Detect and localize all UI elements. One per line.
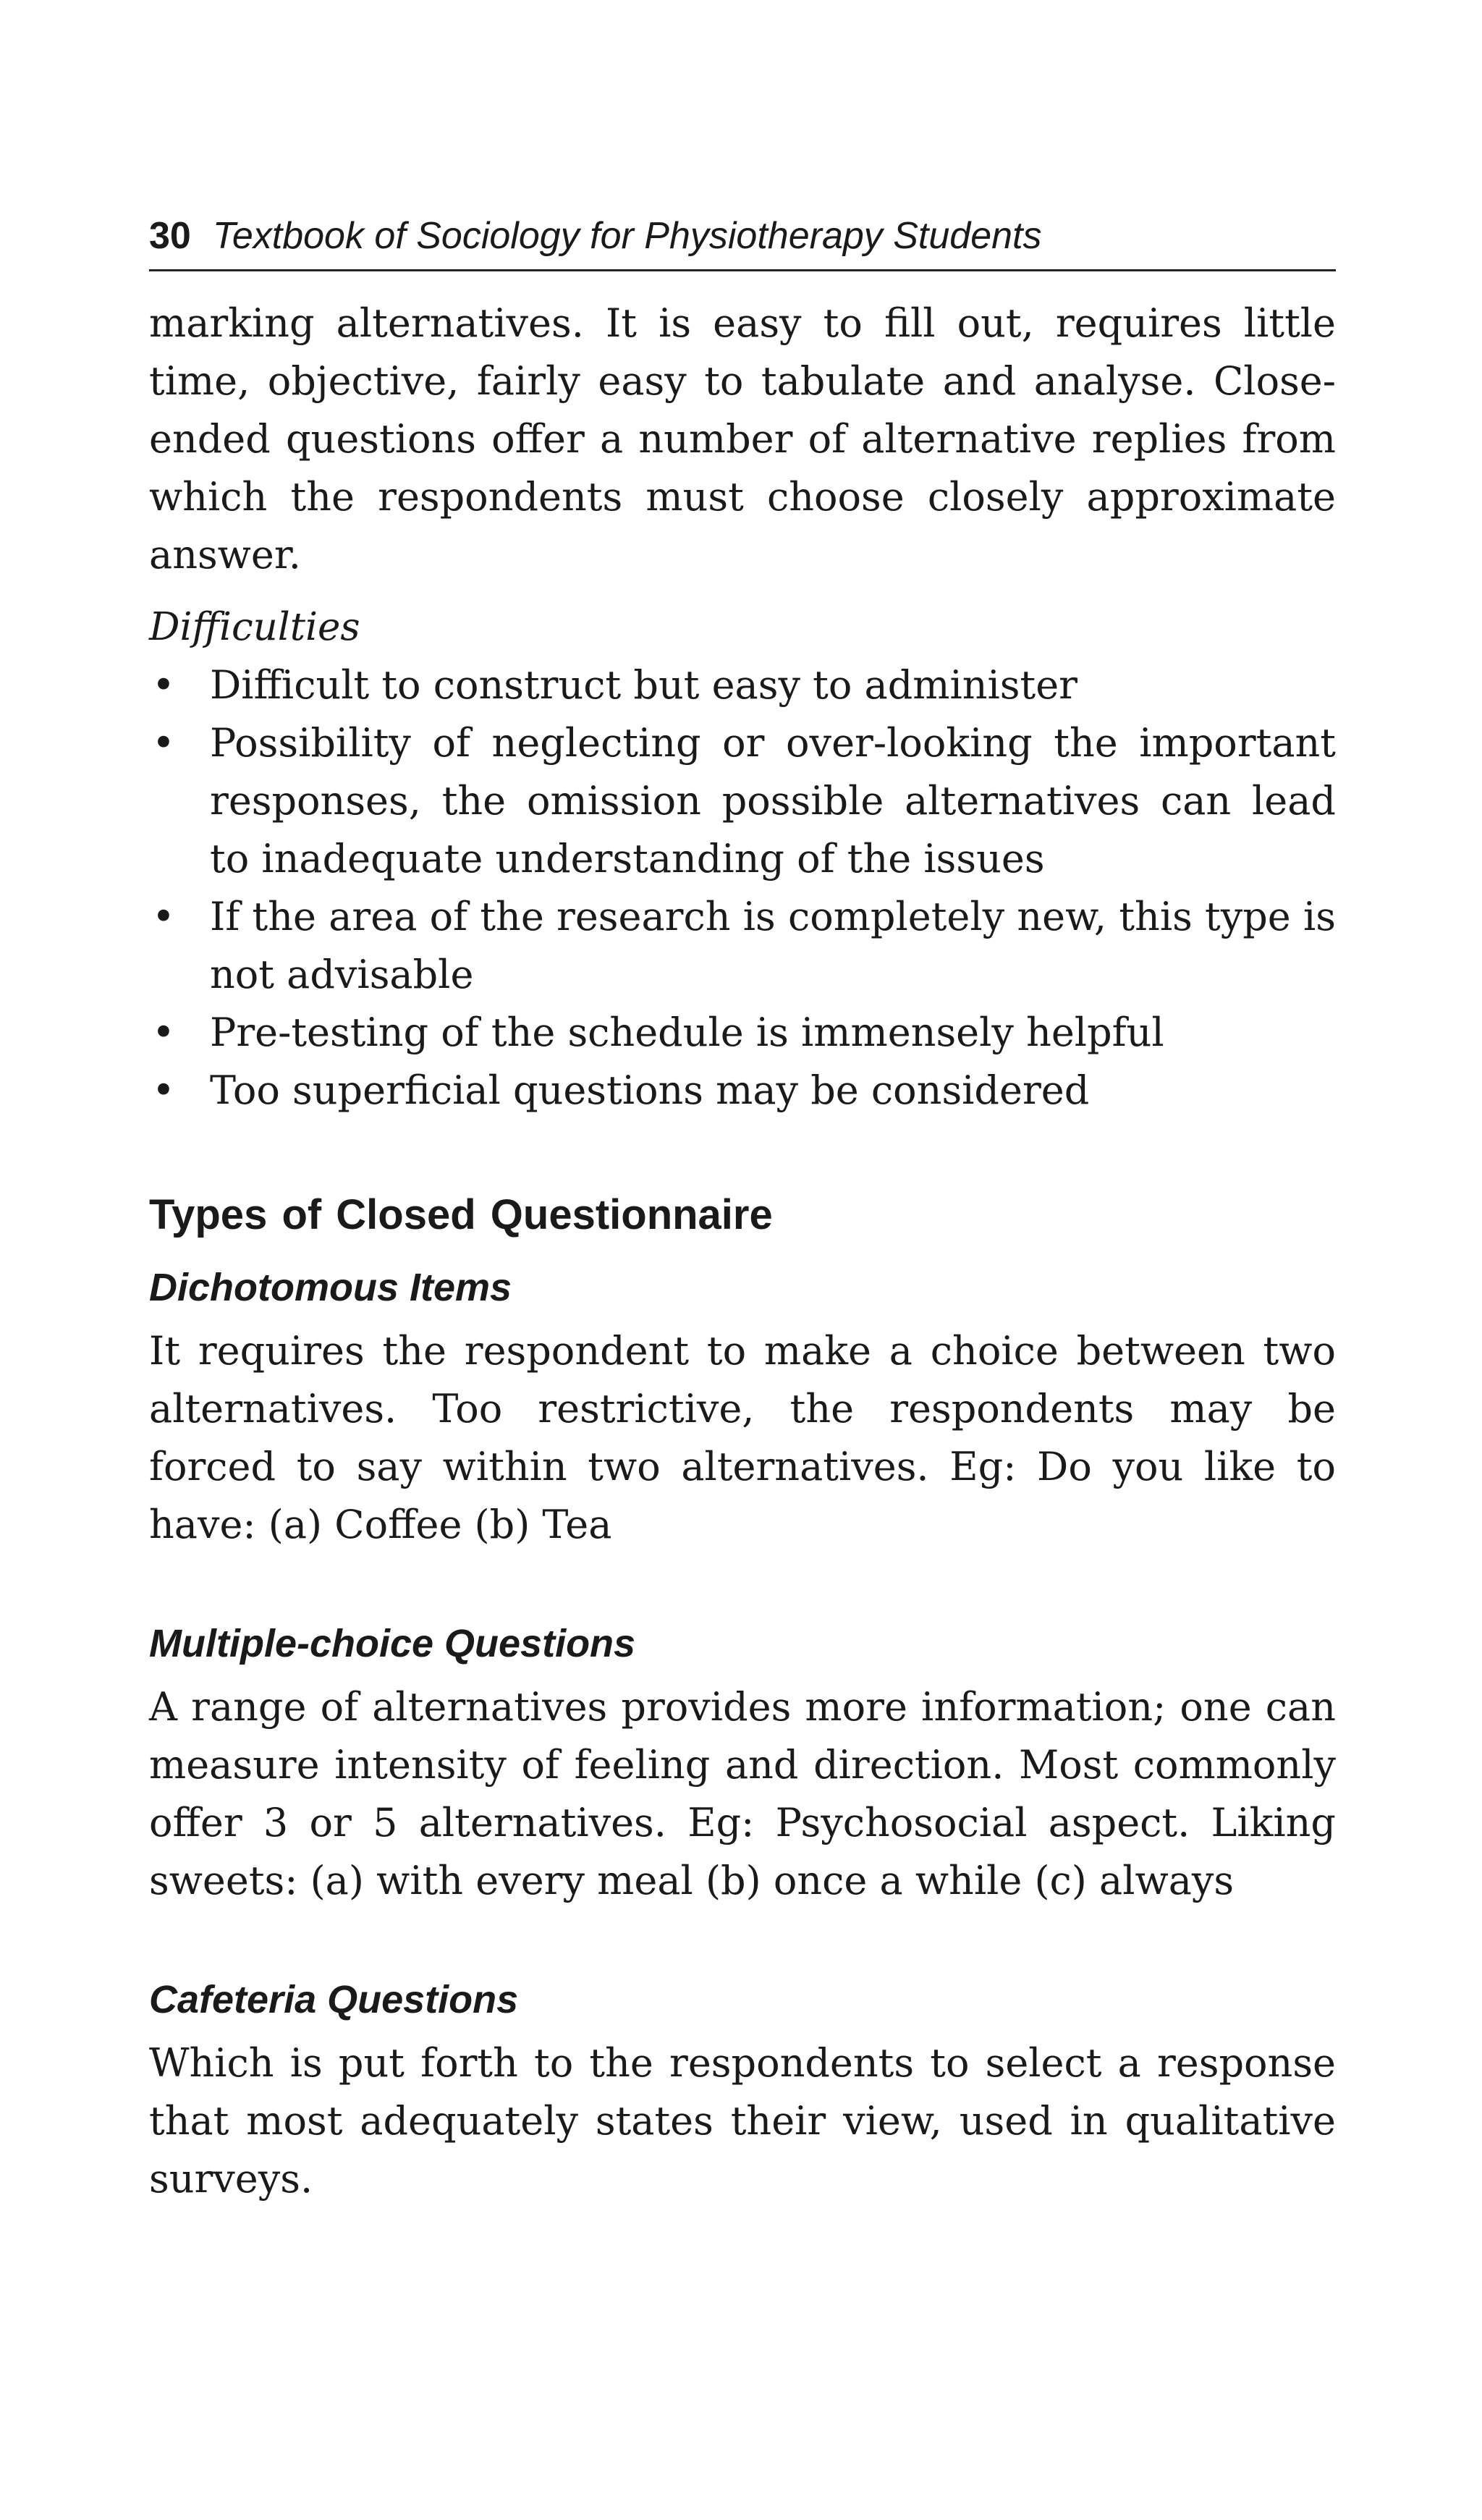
running-header [149, 210, 1336, 271]
list-item [149, 714, 1336, 888]
list-item-text: Possibility of neglecting or over-looking the important responses, the omission possible alternatives can lead to inadequate understanding of the issues [210, 720, 1336, 881]
list-item [149, 1062, 1336, 1120]
list-item-text: Difficult to construct but easy to administer [210, 662, 1077, 708]
difficulties-heading: Difficulties [149, 605, 360, 649]
subsection-text-dichotomous: It requires the respondent to make a choice between two alternatives. Too restrictive, the respondents may be forced to say within two alternatives. Eg: Do you like to have: (a) Coffee (b) Tea [149, 1328, 1336, 1547]
list-item [149, 888, 1336, 1004]
intro-paragraph: marking alternatives. It is easy to fill out, requires little time, objective, fairly easy to tabulate and analyse. Close-ended questions offer a number of alternative replies from which the respondents must choose closely approximate answer. [149, 300, 1336, 578]
bullet-icon: • [152, 894, 175, 939]
page-number: 30 [149, 215, 191, 257]
list-item [149, 1004, 1336, 1062]
subsection-title-multiple-choice: Multiple-choice Questions [149, 1622, 636, 1665]
section-heading: Types of Closed Questionnaire [149, 1191, 773, 1238]
bullet-icon: • [152, 720, 175, 766]
list-item-text: If the area of the research is completely new, this type is not advisable [210, 894, 1336, 997]
bullet-icon: • [152, 662, 175, 708]
bullet-icon: • [152, 1067, 175, 1113]
book-page [149, 210, 1336, 2208]
subsection-text-cafeteria: Which is put forth to the respondents to select a response that most adequately states their view, used in qualitative surveys. [149, 2040, 1336, 2202]
list-item [149, 656, 1336, 714]
list-item-text: Too superficial questions may be considered [210, 1067, 1090, 1113]
list-item-text: Pre-testing of the schedule is immensely helpful [210, 1010, 1164, 1055]
difficulties-list [149, 656, 1336, 1120]
subsection-title-cafeteria: Cafeteria Questions [149, 1978, 519, 2021]
subsection-text-multiple-choice: A range of alternatives provides more information; one can measure intensity of feeling and direction. Most commonly offer 3 or 5 alternatives. Eg: Psychosocial aspect. Liking sweets: (a) with every meal (b) once a while (c) always [149, 1684, 1336, 1903]
book-title: Textbook of Sociology for Physiotherapy Students [212, 215, 1042, 257]
subsection-title-dichotomous: Dichotomous Items [149, 1266, 512, 1309]
bullet-icon: • [152, 1010, 175, 1055]
